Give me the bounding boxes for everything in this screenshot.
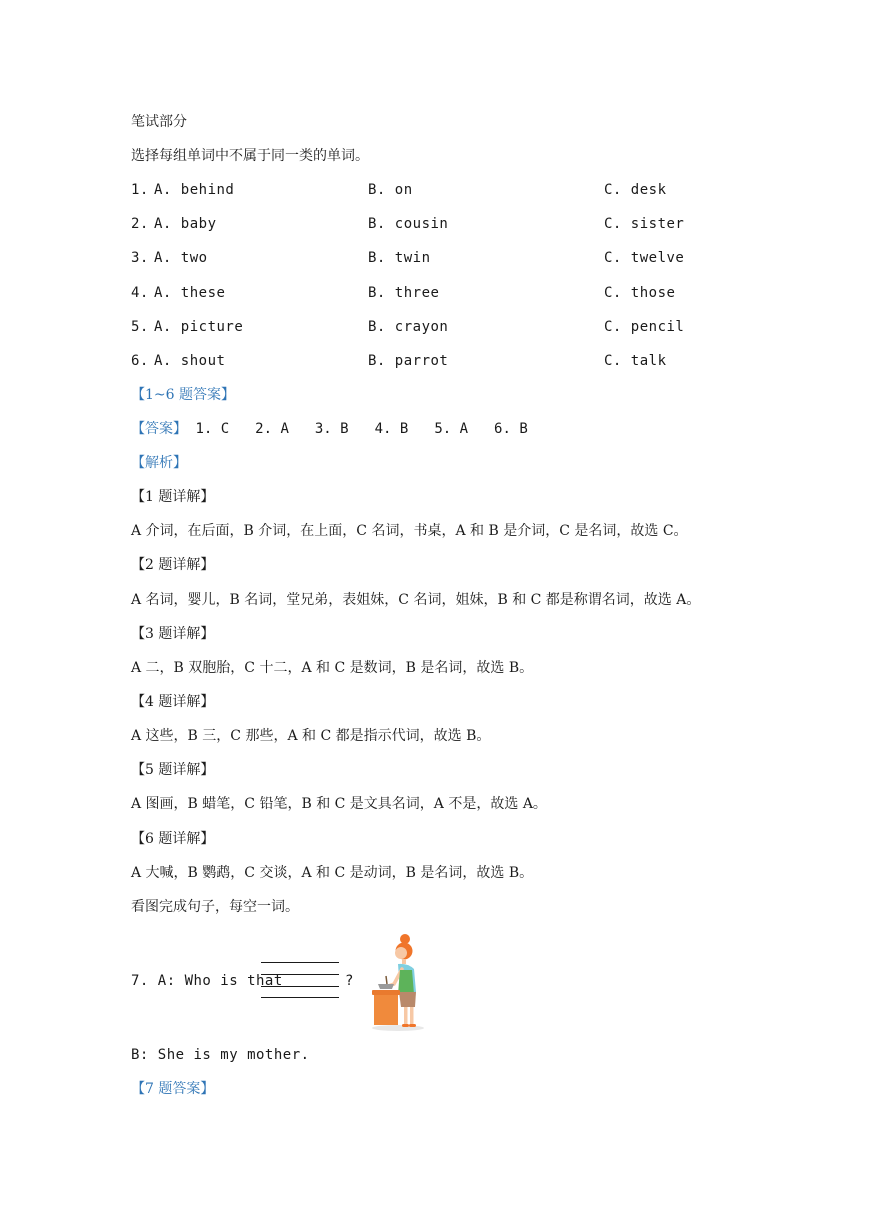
q7-question-mark: ? <box>345 973 354 989</box>
answer-item: 6. B <box>494 421 528 437</box>
option-b: B. crayon <box>368 319 449 335</box>
option-a: A. shout <box>154 353 226 369</box>
detail-heading: 【4 题详解】 <box>131 694 215 710</box>
option-b: B. twin <box>368 250 431 266</box>
section-title: 笔试部分 <box>131 114 187 130</box>
detail-heading: 【3 题详解】 <box>131 626 215 642</box>
option-a: A. these <box>154 285 226 301</box>
option-c: C. twelve <box>604 250 685 266</box>
detail-heading: 【5 题详解】 <box>131 762 215 778</box>
option-c: C. sister <box>604 216 685 232</box>
part2-instruction: 看图完成句子，每空一词。 <box>131 899 299 915</box>
question-number: 4. <box>131 285 149 301</box>
part1-instruction: 选择每组单词中不属于同一类的单词。 <box>131 148 369 164</box>
question-number: 5. <box>131 319 149 335</box>
answer-item: 3. B <box>314 421 349 437</box>
option-b: B. three <box>368 285 440 301</box>
option-c: C. those <box>604 285 676 301</box>
analysis-label: 【解析】 <box>131 455 187 471</box>
detail-text: A 介词，在后面，B 介词，在上面，C 名词，书桌，A 和 B 是介词，C 是名词，故选 C。 <box>131 523 688 539</box>
option-b: B. cousin <box>368 216 449 232</box>
detail-text: A 图画，B 蜡笔，C 铅笔，B 和 C 是文具名词，A 不是，故选 A。 <box>131 796 547 812</box>
answer-label: 【答案】 <box>131 421 187 437</box>
question-number: 2. <box>131 216 149 232</box>
detail-heading: 【1 题详解】 <box>131 489 215 505</box>
detail-text: A 二，B 双胞胎，C 十二，A 和 C 是数词，B 是名词，故选 B。 <box>131 660 534 676</box>
q7-answer-heading: 【7 题答案】 <box>131 1081 215 1097</box>
answers-heading: 【1~6 题答案】 <box>131 387 235 403</box>
answer-line <box>131 420 554 438</box>
answer-item: 2. A <box>255 421 289 437</box>
detail-text: A 名词，婴儿，B 名词，堂兄弟，表姐妹，C 名词，姐妹，B 和 C 都是称谓名词，故选 A。 <box>131 592 701 608</box>
question-number: 6. <box>131 353 149 369</box>
answer-item: 5. A <box>434 421 469 437</box>
option-c: C. talk <box>604 353 667 369</box>
option-a: A. picture <box>154 319 244 335</box>
answer-blank-line <box>261 962 339 963</box>
answer-blank-line <box>261 997 339 998</box>
option-c: C. desk <box>604 182 667 198</box>
option-a: A. baby <box>154 216 217 232</box>
answer-item: 1. C <box>195 421 230 437</box>
option-c: C. pencil <box>604 319 685 335</box>
question-number: 1. <box>131 182 149 198</box>
option-b: B. on <box>368 182 413 198</box>
option-a: A. two <box>154 250 208 266</box>
q7-prompt: 7. A: Who is that <box>131 973 283 989</box>
detail-text: A 大喊，B 鹦鹉，C 交谈，A 和 C 是动词，B 是名词，故选 B。 <box>131 865 534 881</box>
option-b: B. parrot <box>368 353 449 369</box>
detail-heading: 【6 题详解】 <box>131 831 215 847</box>
detail-heading: 【2 题详解】 <box>131 557 215 573</box>
question-number: 3. <box>131 250 149 266</box>
detail-text: A 这些，B 三，C 那些，A 和 C 都是指示代词，故选 B。 <box>131 728 491 744</box>
q7-reply: B: She is my mother. <box>131 1047 310 1063</box>
option-a: A. behind <box>154 182 235 198</box>
answer-blank-line <box>261 986 339 987</box>
woman-cooking-illustration <box>360 932 438 1034</box>
answer-blank-line <box>261 974 339 975</box>
answer-item: 4. B <box>374 421 409 437</box>
